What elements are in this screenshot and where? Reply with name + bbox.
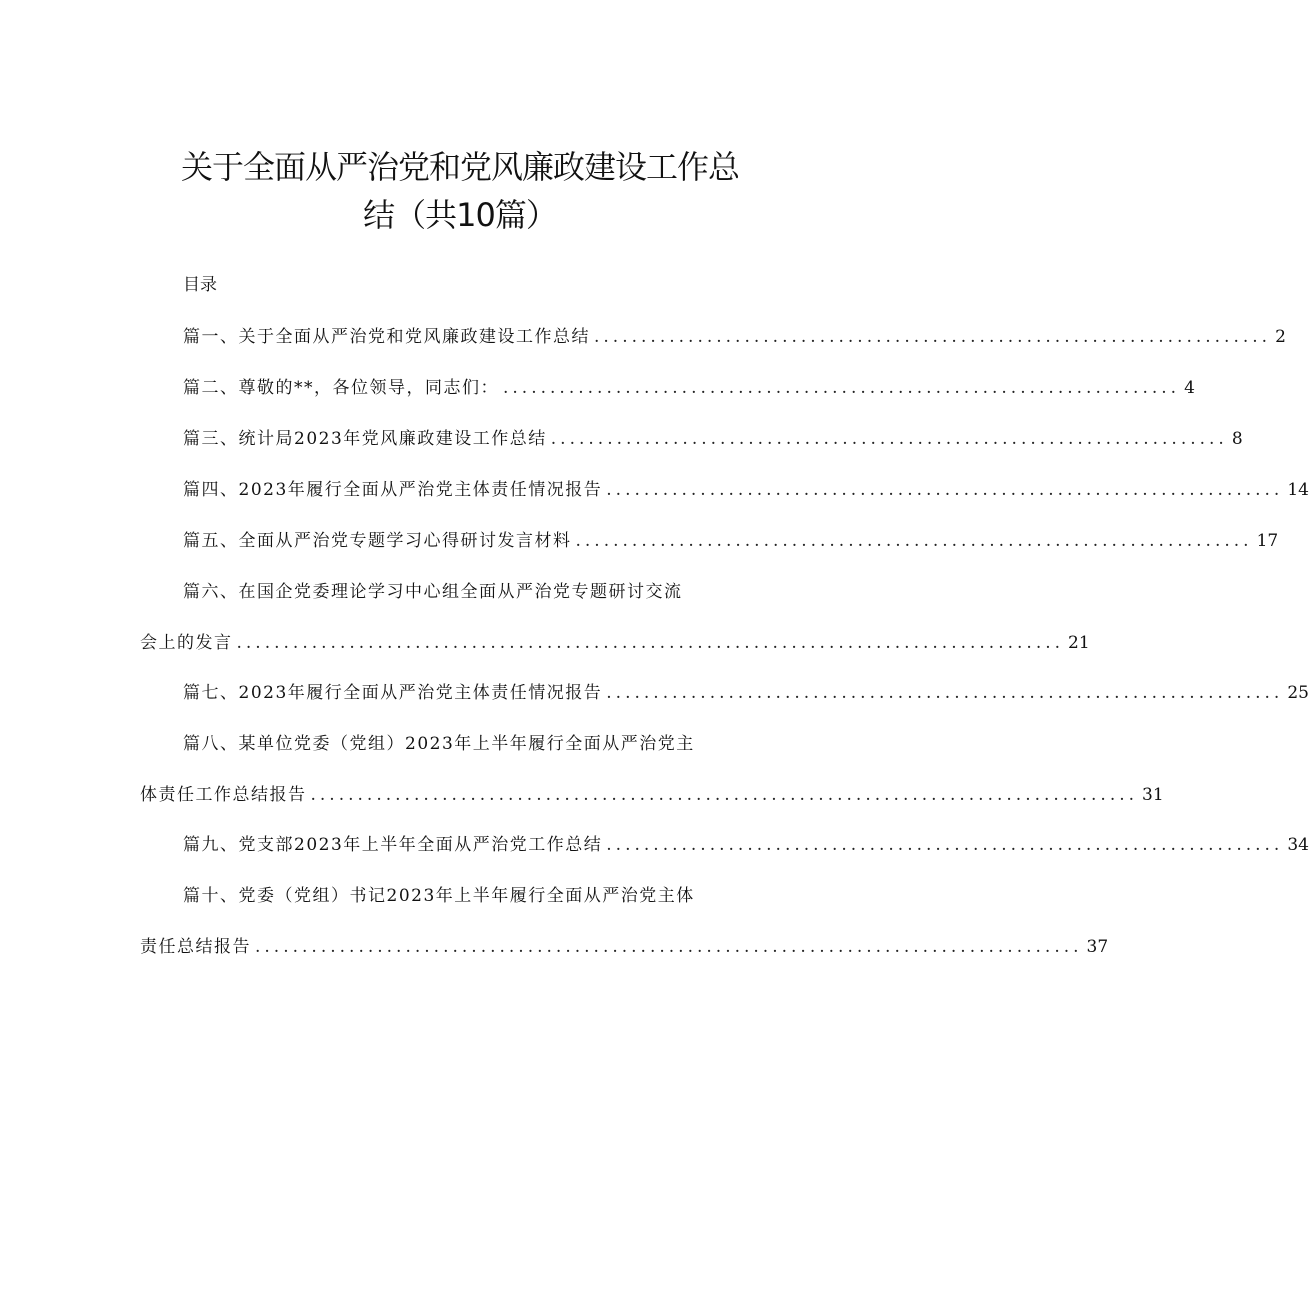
toc-entry-text: 篇二、尊敬的**，各位领导，同志们： bbox=[183, 378, 499, 398]
toc-page-number: 34 bbox=[1287, 835, 1309, 855]
document-title-line2: 结（共10篇） bbox=[363, 196, 557, 234]
toc-entry-3[interactable] bbox=[183, 424, 1243, 449]
toc-entry-text: 篇九、党支部2023年上半年全面从严治党工作总结 bbox=[183, 835, 603, 855]
toc-entry-10[interactable] bbox=[140, 932, 1109, 957]
toc-leader-dots: ........................................................................ bbox=[594, 327, 1272, 347]
toc-entry-9[interactable] bbox=[183, 830, 1309, 855]
toc-page-number: 25 bbox=[1287, 683, 1309, 703]
toc-entry-6[interactable] bbox=[140, 628, 1090, 653]
toc-leader-dots: ........................................................................ bbox=[606, 683, 1284, 703]
toc-heading: 目录 bbox=[183, 275, 217, 295]
document-title-line1: 关于全面从严治党和党风廉政建设工作总 bbox=[180, 148, 739, 186]
toc-page-number: 4 bbox=[1184, 378, 1195, 398]
toc-page-number: 31 bbox=[1142, 785, 1164, 805]
toc-entry-text: 篇七、2023年履行全面从严治党主体责任情况报告 bbox=[183, 683, 603, 703]
toc-entry-text: 会上的发言 bbox=[140, 633, 233, 653]
toc-page-number: 8 bbox=[1231, 429, 1243, 449]
toc-entry-text: 篇四、2023年履行全面从严治党主体责任情况报告 bbox=[183, 480, 603, 500]
toc-entry-1[interactable] bbox=[183, 322, 1286, 347]
toc-leader-dots: ........................................................................ bbox=[606, 835, 1284, 855]
toc-entry-5[interactable] bbox=[183, 526, 1279, 551]
toc-entry-7[interactable] bbox=[183, 678, 1309, 703]
toc-entry-text: 体责任工作总结报告 bbox=[140, 785, 307, 805]
toc-entry-text: 篇一、关于全面从严治党和党风廉政建设工作总结 bbox=[183, 327, 590, 347]
toc-entry-2[interactable] bbox=[183, 373, 1195, 398]
toc-page-number: 2 bbox=[1275, 327, 1286, 347]
toc-entry-8[interactable] bbox=[140, 780, 1164, 805]
toc-entry-text: 责任总结报告 bbox=[140, 937, 251, 957]
toc-entry-4[interactable] bbox=[183, 475, 1309, 500]
toc-entry-6-line1[interactable]: 篇六、在国企党委理论学习中心组全面从严治党专题研讨交流 bbox=[183, 582, 683, 602]
toc-leader-dots: ........................................................................................ bbox=[255, 937, 1083, 957]
toc-entry-10-line1[interactable]: 篇十、党委（党组）书记2023年上半年履行全面从严治党主体 bbox=[183, 886, 695, 906]
toc-entry-text: 篇五、全面从严治党专题学习心得研讨发言材料 bbox=[183, 531, 572, 551]
toc-leader-dots: ........................................................................ bbox=[575, 531, 1253, 551]
toc-page-number: 14 bbox=[1287, 480, 1309, 500]
toc-page-number: 21 bbox=[1068, 633, 1090, 653]
toc-page-number: 17 bbox=[1256, 531, 1279, 551]
toc-leader-dots: ........................................................................................ bbox=[310, 785, 1139, 805]
toc-page-number: 37 bbox=[1086, 937, 1109, 957]
toc-entry-8-line1[interactable]: 篇八、某单位党委（党组）2023年上半年履行全面从严治党主 bbox=[183, 734, 695, 754]
toc-entry-text: 篇三、统计局2023年党风廉政建设工作总结 bbox=[183, 429, 547, 449]
toc-leader-dots: ........................................................................................ bbox=[236, 633, 1065, 653]
toc-leader-dots: ........................................................................ bbox=[550, 429, 1228, 449]
toc-leader-dots: ........................................................................ bbox=[606, 480, 1284, 500]
toc-leader-dots: ........................................................................ bbox=[503, 378, 1181, 398]
